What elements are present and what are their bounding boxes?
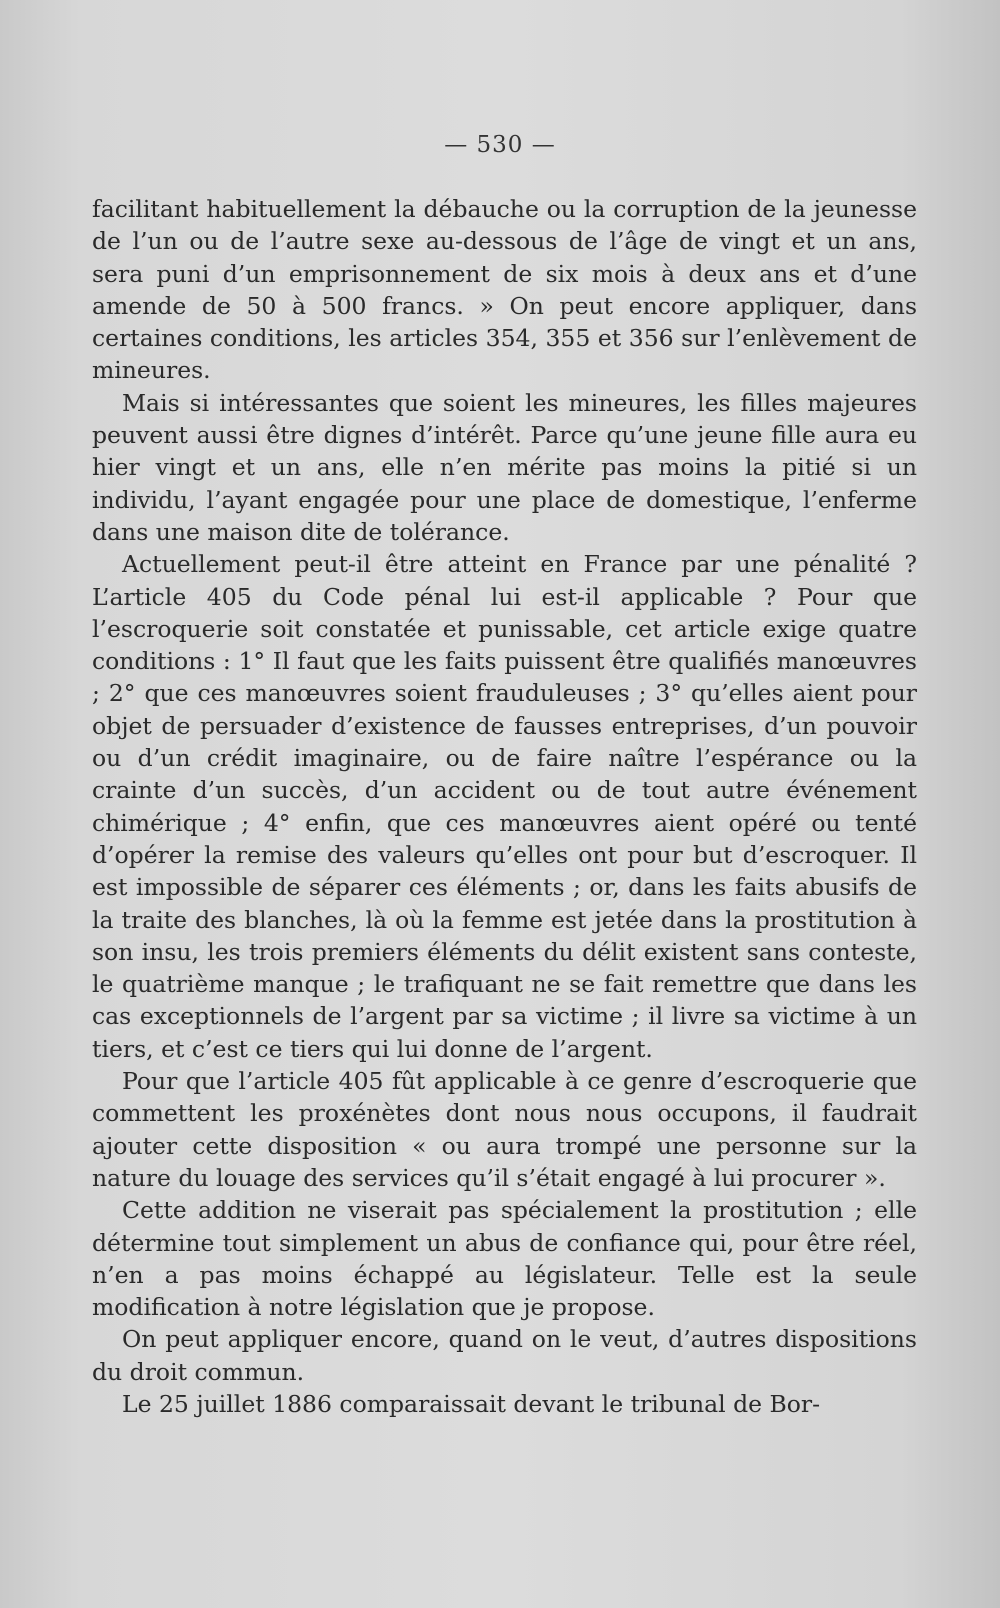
paragraph-6: On peut appliquer encore, quand on le veut, d’autres dispositions du droit commun. [92,1325,917,1386]
paragraph-2: Mais si intéressantes que soient les mineures, les filles majeures peuvent aussi être dignes d’intérêt. Parce qu’une jeune fille aura eu hier vingt et un ans, elle n’en mérite pas moins la pitié si un individu, l’ayant engagée pour une place de domestique, l’enferme dans une maison dite de tolérance. [92,388,917,546]
page-number: — 530 — [444,132,556,158]
paragraph-4: Pour que l’article 405 fût applicable à ce genre d’escroquerie que commettent les proxénètes dont nous nous occupons, il faudrait ajouter cette disposition « ou aura trompé une personne sur la nature du louage des services qu’il s’était engagé à lui procurer ». [92,1067,917,1192]
page-body [92,193,917,1420]
paragraph-7: Le 25 juillet 1886 comparaissait devant le tribunal de Bor- [122,1389,821,1418]
paragraph-1: facilitant habituellement la débauche ou la corruption de la jeunesse de l’un ou de l’autre sexe au-dessous de l’âge de vingt et un ans, sera puni d’un emprisonnement de six mois à deux ans et d’une amende de 50 à 500 francs. » On peut encore appliquer, dans certaines conditions, les articles 354, 355 et 356 sur l’enlèvement de mineures. [92,195,917,385]
paragraph-5: Cette addition ne viserait pas spécialement la prostitution ; elle détermine tout simplement un abus de confiance qui, pour être réel, n’en a pas moins échappé au législateur. Telle est la seule modification à notre législation que je propose. [92,1196,917,1322]
paragraph-3: Actuellement peut-il être atteint en France par une pénalité ? L’article 405 du Code pénal lui est-il applicable ? Pour que l’escroquerie soit constatée et punissable, cet article exige quatre conditions : 1° Il faut que les faits puissent être qualifiés manœuvres ; 2° que ces manœuvres soient frauduleuses ; 3° qu’elles aient pour objet de persuader d’existence de fausses entreprises, d’un pouvoir ou d’un crédit imaginaire, ou de faire naître l’espérance ou la crainte d’un succès, d’un accident ou de tout autre événement chimérique ; 4° enfin, que ces manœuvres aient opéré ou tenté d’opérer la remise des valeurs qu’elles ont pour but d’escroquer. Il est impossible de séparer ces éléments ; or, dans les faits abusifs de la traite des blanches, là où la femme est jetée dans la prostitution à son insu, les trois premiers éléments du délit existent sans conteste, le quatrième manque ; le trafiquant ne se fait remettre que dans les cas exceptionnels de l’argent par sa victime ; il livre sa victime à un tiers, et c’est ce tiers qui lui donne de l’argent. [92,550,917,1063]
